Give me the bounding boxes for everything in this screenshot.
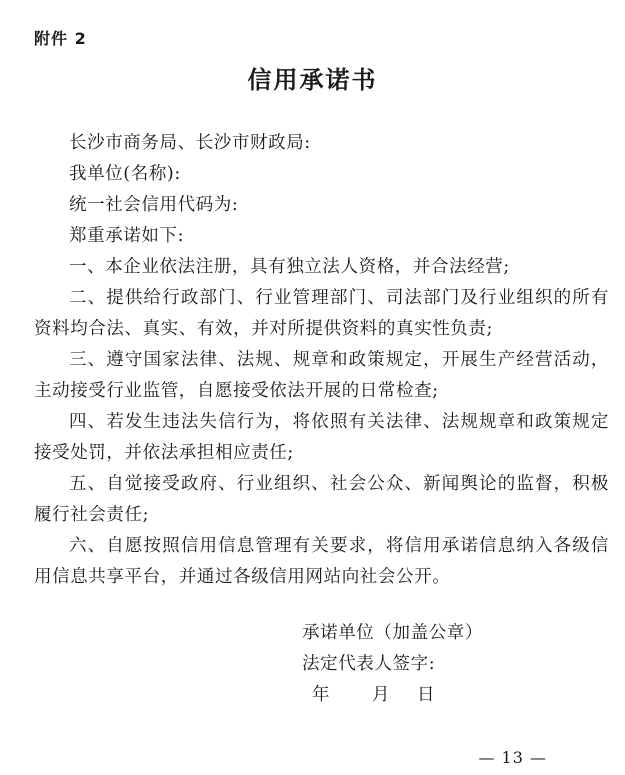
unit-name-line: 我单位(名称): — [69, 164, 181, 184]
intro-line: 郑重承诺如下: — [69, 226, 185, 246]
date-year-label: 年 — [312, 685, 331, 705]
date-day-label: 日 — [417, 685, 436, 705]
page-number: — 13 — — [478, 748, 547, 767]
commitment-item-1: 一、本企业依法注册，具有独立法人资格，并合法经营; — [69, 257, 510, 277]
commitment-item-3: 三、遵守国家法律、法规、规章和政策规定，开展生产经营活动，主动接受行业监管，自愿接受依法开展的日常检查; — [34, 350, 609, 401]
signature-block — [302, 618, 483, 711]
legal-rep-signature-line: 法定代表人签字: — [302, 654, 436, 674]
document-body — [34, 128, 609, 593]
date-month-label: 月 — [372, 685, 391, 705]
commitment-item-4: 四、若发生违法失信行为，将依照有关法律、法规规章和政策规定接受处罚，并依法承担相应责任; — [34, 412, 609, 463]
addressee-line: 长沙市商务局、长沙市财政局: — [69, 133, 311, 153]
document-title: 信用承诺书 — [247, 66, 378, 94]
commitment-item-5: 五、自觉接受政府、行业组织、社会公众、新闻舆论的监督，积极履行社会责任; — [34, 474, 609, 525]
commitment-item-2: 二、提供给行政部门、行业管理部门、司法部门及行业组织的所有资料均合法、真实、有效，并对所提供资料的真实性负责; — [34, 288, 609, 339]
attachment-label: 附件 2 — [34, 29, 87, 48]
commitment-item-6: 六、自愿按照信用信息管理有关要求，将信用承诺信息纳入各级信用信息共享平台，并通过各级信用网站向社会公开。 — [34, 536, 609, 587]
committing-unit-line: 承诺单位（加盖公章） — [302, 623, 483, 643]
date-line — [302, 680, 483, 711]
credit-code-line: 统一社会信用代码为: — [69, 195, 239, 215]
